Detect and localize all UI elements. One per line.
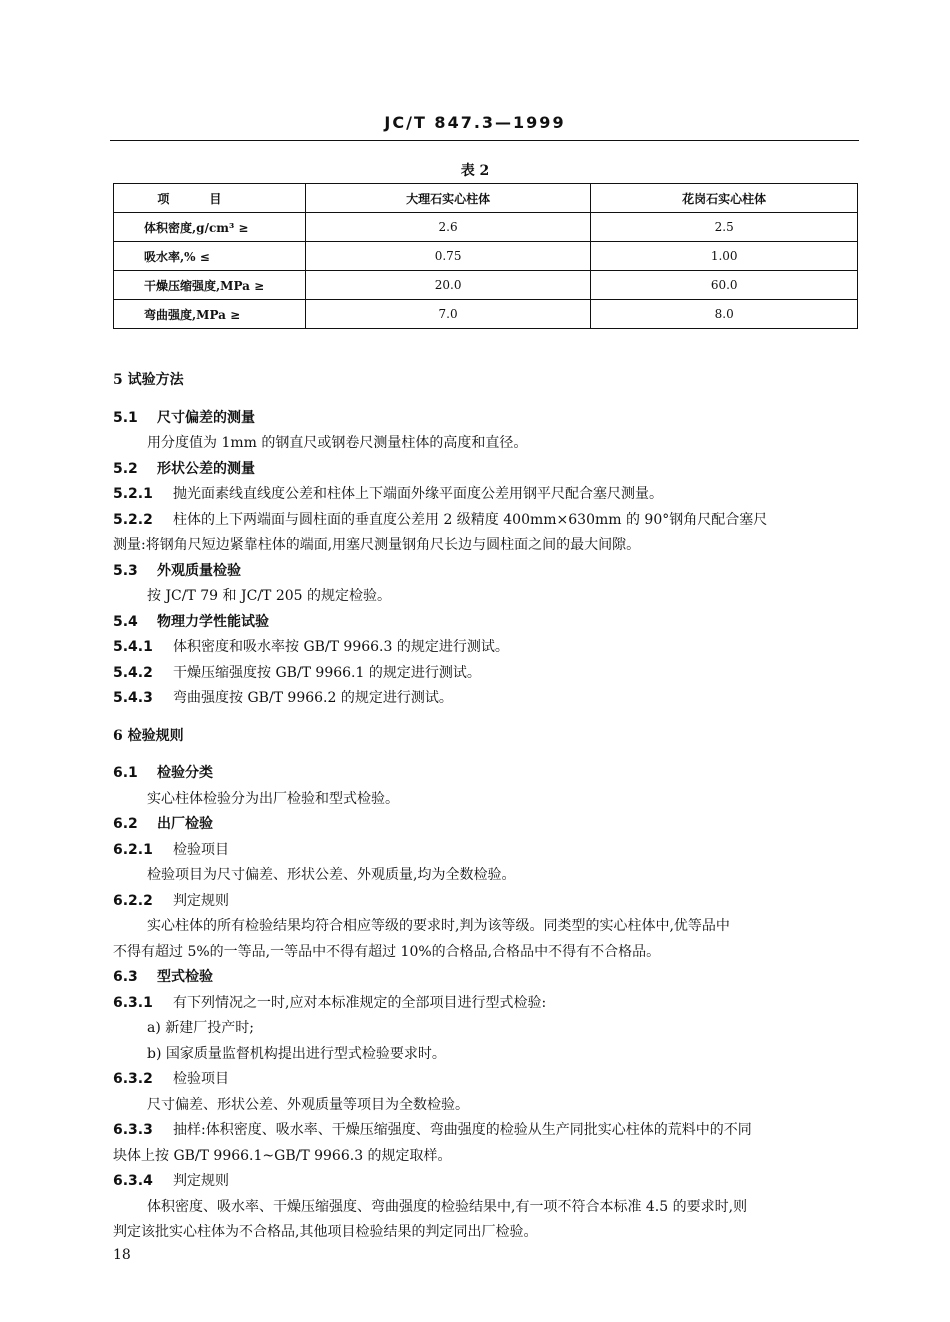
- column-header-item: 项目: [114, 184, 306, 213]
- clause-text: 弯曲强度按 GB/T 9966.2 的规定进行测试。: [173, 690, 453, 706]
- clause-title: 判定规则: [173, 1173, 229, 1189]
- clause-text: 抛光面素线直线度公差和柱体上下端面外缘平面度公差用钢平尺配合塞尺测量。: [173, 486, 663, 502]
- row-label: 弯曲强度,MPa ≥: [114, 300, 306, 329]
- section-6-heading: 6 检验规则: [113, 727, 184, 744]
- clause-number: 6.3.3: [113, 1122, 153, 1138]
- table-row: [114, 242, 858, 271]
- clause-number: 6.2: [113, 816, 138, 832]
- section-5-heading: 5 试验方法: [113, 372, 184, 388]
- clause-number: 5.3: [113, 562, 138, 579]
- clause-6-1: [113, 761, 860, 787]
- clause-number: 5.4.2: [113, 664, 153, 681]
- table-row: [114, 213, 858, 242]
- clause-5-4-2: [113, 661, 860, 687]
- clause-text: 体积密度和吸水率按 GB/T 9966.3 的规定进行测试。: [173, 639, 509, 655]
- granite-value: 1.00: [591, 242, 858, 271]
- clause-title: 尺寸偏差的测量: [157, 409, 255, 426]
- paragraph-continuation: 判定该批实心柱体为不合格品,其他项目检验结果的判定同出厂检验。: [113, 1224, 538, 1240]
- clause-number: 5.2: [113, 460, 138, 477]
- document-body: [113, 368, 860, 1246]
- clause-6-2-1: [113, 838, 860, 864]
- granite-value: 60.0: [591, 271, 858, 300]
- clause-number: 5.1: [113, 409, 138, 426]
- clause-5-2-1: [113, 482, 860, 508]
- clause-title: 检验分类: [157, 765, 213, 781]
- clause-number: 6.2.1: [113, 841, 153, 858]
- list-item: a) 新建厂投产时;: [147, 1020, 254, 1036]
- paragraph: 检验项目为尺寸偏差、形状公差、外观质量,均为全数检验。: [147, 867, 516, 883]
- clause-text: 干燥压缩强度按 GB/T 9966.1 的规定进行测试。: [173, 664, 481, 681]
- marble-value: 7.0: [305, 300, 591, 329]
- clause-title: 外观质量检验: [157, 562, 241, 579]
- paragraph: 用分度值为 1mm 的钢直尺或钢卷尺测量柱体的高度和直径。: [147, 435, 528, 451]
- row-label: 体积密度,g/cm³ ≥: [114, 213, 306, 242]
- clause-title: 形状公差的测量: [157, 460, 255, 477]
- clause-title: 物理力学性能试验: [157, 613, 269, 630]
- paragraph: 实心柱体检验分为出厂检验和型式检验。: [147, 790, 399, 807]
- clause-number: 6.3: [113, 969, 138, 985]
- page-number: 18: [113, 1247, 131, 1263]
- list-item: b) 国家质量监督机构提出进行型式检验要求时。: [147, 1045, 446, 1062]
- paragraph: 尺寸偏差、形状公差、外观质量等项目为全数检验。: [147, 1096, 469, 1113]
- table-row: [114, 271, 858, 300]
- clause-6-3-1: [113, 991, 860, 1017]
- granite-value: 2.5: [591, 213, 858, 242]
- clause-number: 5.2.2: [113, 511, 153, 528]
- clause-6-2: [113, 812, 860, 838]
- clause-5-4: [113, 610, 860, 636]
- spec-table: [113, 183, 858, 329]
- clause-title: 检验项目: [173, 841, 229, 858]
- clause-title: 出厂检验: [157, 816, 213, 832]
- clause-6-3: [113, 965, 860, 991]
- clause-title: 判定规则: [173, 892, 229, 909]
- table-row: [114, 300, 858, 329]
- clause-number: 6.3.1: [113, 994, 153, 1011]
- clause-6-2-2: [113, 889, 860, 915]
- clause-6-3-3: [113, 1118, 860, 1144]
- column-header-granite: 花岗石实心柱体: [591, 184, 858, 213]
- column-header-marble: 大理石实心柱体: [305, 184, 591, 213]
- clause-number: 5.4.1: [113, 639, 153, 655]
- clause-text: 柱体的上下两端面与圆柱面的垂直度公差用 2 级精度 400mm×630mm 的 90°钢角尺配合塞尺: [173, 511, 768, 528]
- marble-value: 20.0: [305, 271, 591, 300]
- marble-value: 2.6: [305, 213, 591, 242]
- paragraph: 按 JC/T 79 和 JC/T 205 的规定检验。: [147, 588, 391, 604]
- paragraph: 体积密度、吸水率、干燥压缩强度、弯曲强度的检验结果中,有一项不符合本标准 4.5 的要求时,则: [147, 1198, 748, 1215]
- clause-number: 5.2.1: [113, 486, 153, 502]
- clause-title: 型式检验: [157, 969, 213, 985]
- row-label: 干燥压缩强度,MPa ≥: [114, 271, 306, 300]
- clause-number: 6.3.4: [113, 1173, 153, 1189]
- clause-text: 抽样:体积密度、吸水率、干燥压缩强度、弯曲强度的检验从生产同批实心柱体的荒料中的不同: [173, 1122, 752, 1138]
- clause-text: 有下列情况之一时,应对本标准规定的全部项目进行型式检验:: [173, 994, 547, 1011]
- header-divider: [110, 140, 859, 141]
- clause-5-3: [113, 559, 860, 585]
- clause-5-4-1: [113, 635, 860, 661]
- clause-number: 5.4: [113, 613, 138, 630]
- paragraph-continuation: 不得有超过 5%的一等品,一等品中不得有超过 10%的合格品,合格品中不得有不合格品。: [113, 943, 661, 960]
- table-caption: 表 2: [460, 163, 490, 179]
- clause-number: 6.1: [113, 765, 138, 781]
- clause-title: 检验项目: [173, 1071, 229, 1087]
- clause-6-3-4: [113, 1169, 860, 1195]
- paragraph-continuation: 块体上按 GB/T 9966.1~GB/T 9966.3 的规定取样。: [113, 1147, 452, 1164]
- clause-5-2-2: [113, 508, 860, 534]
- marble-value: 0.75: [305, 242, 591, 271]
- clause-6-3-2: [113, 1067, 860, 1093]
- document-header-title: JC/T 847.3—1999: [384, 113, 566, 132]
- paragraph: 实心柱体的所有检验结果均符合相应等级的要求时,判为该等级。同类型的实心柱体中,优等品中: [147, 918, 730, 934]
- clause-number: 5.4.3: [113, 690, 153, 706]
- clause-5-2: [113, 457, 860, 483]
- clause-number: 6.3.2: [113, 1071, 153, 1087]
- clause-number: 6.2.2: [113, 892, 153, 909]
- clause-5-1: [113, 406, 860, 432]
- paragraph-continuation: 测量:将钢角尺短边紧靠柱体的端面,用塞尺测量钢角尺长边与圆柱面之间的最大间隙。: [113, 537, 641, 553]
- table-header-row: [114, 184, 858, 213]
- clause-5-4-3: [113, 686, 860, 712]
- granite-value: 8.0: [591, 300, 858, 329]
- row-label: 吸水率,% ≤: [114, 242, 306, 271]
